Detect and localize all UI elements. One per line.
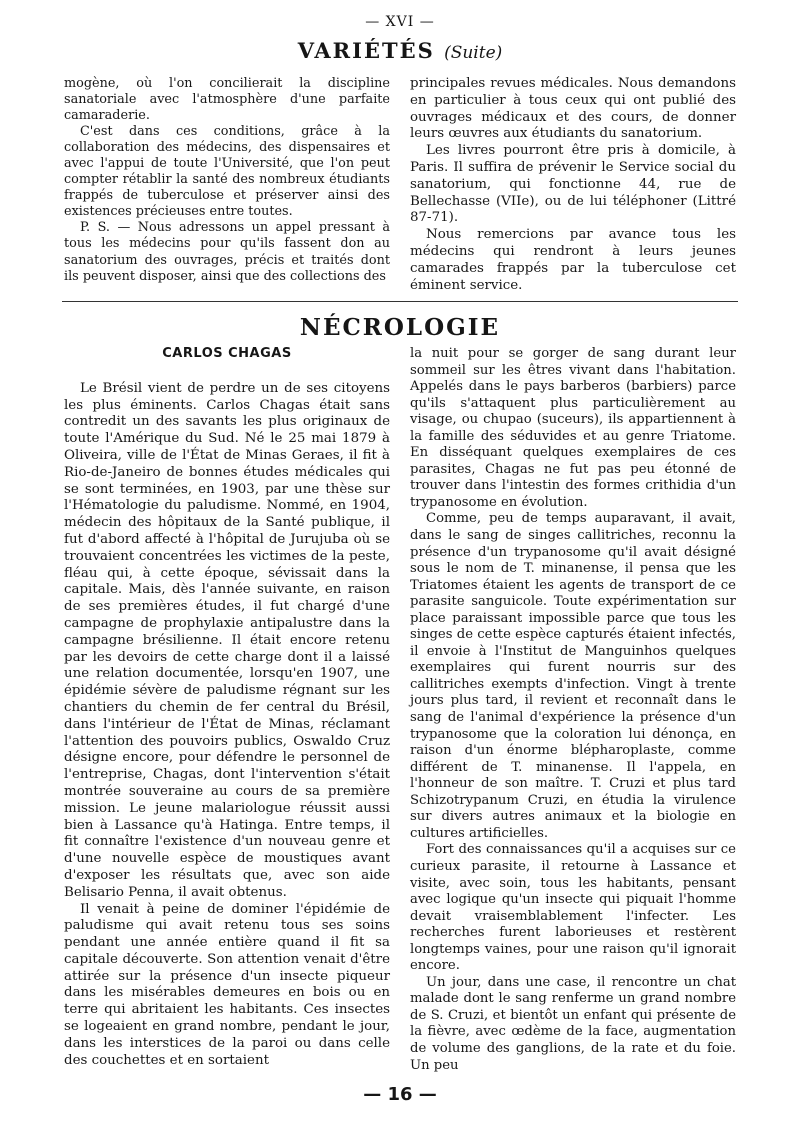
paragraph: Les livres pourront être pris à domicile, à Paris. Il suffira de prévenir le Service social du sanatorium, qui fonctionne 44, rue de Bellechasse (VIIe), ou de lui téléphoner (Littré 87-71).: [410, 143, 736, 226]
varietes-right-column: [410, 76, 736, 294]
section-divider: [62, 301, 738, 302]
section-heading-varietes: [0, 38, 800, 63]
varietes-left-column: [64, 76, 390, 285]
paragraph: mogène, où l'on concilierait la discipline sanatoriale avec l'atmosphère d'une parfaite camaraderie.: [64, 76, 390, 124]
necrologie-left-column: [64, 346, 390, 1069]
paragraph: Le Brésil vient de perdre un de ses citoyens les plus éminents. Carlos Chagas était sans contredit un des savants les plus originaux de toute l'Amérique du Sud. Né le 25 mai 1879 à Oliveira, ville de l'État de Minas Geraes, il fit à Rio-de-Janeiro de bonnes études médicales qui se sont terminées, en 1903, par une thèse sur l'Hématologie du paludisme. Nommé, en 1904, médecin des hôpitaux de la Santé publique, il fut d'abord affecté à l'hôpital de Jurujuba où se trouvaient concentrées les victimes de la peste, fléau qui, à cette époque, sévissait dans la capitale. Mais, dès l'année suivante, en raison de ses premières études, il fut chargé d'une campagne de prophylaxie antipalustre dans la campagne brésilienne. Il était encore retenu par les devoirs de cette charge dont il a laissé une relation documentée, lorsqu'en 1907, une épidémie sévère de paludisme régnant sur les chantiers du chemin de fer central du Brésil, dans l'intérieur de l'État de Minas, réclamant l'attention des pouvoirs publics, Oswaldo Cruz désigne encore, pour défendre le personnel de l'entreprise, Chagas, dont l'intervention s'était montrée souveraine au cours de sa première mission. Le jeune malariologue réussit aussi bien à Lassance qu'à Hatinga. Entre temps, il fit connaître l'existence d'un nouveau genre et d'une nouvelle espèce de moustiques avant d'exposer les résultats que, avec son aide Belisario Penna, il avait obtenus.: [64, 380, 390, 900]
article-title: CARLOS CHAGAS: [162, 346, 292, 361]
necrologie-heading: NÉCROLOGIE: [299, 314, 501, 341]
paragraph: Comme, peu de temps auparavant, il avait, dans le sang de singes callitriches, reconnu la présence d'un trypanosome qu'il avait désigné sous le nom de T. minanense, il pensa que les Triatomes étaient les agents de transport de ce parasite sanguicole. Toute expérimentation sur place paraissant impossible parce que tous les singes de cette espèce capturés étaient infectés, il envoie à l'Institut de Manguinhos quelques exemplaires qui furent nourris sur des callitriches exempts d'infection. Vingt à trente jours plus tard, il revient et reconnaît dans le sang de l'animal d'expérience la présence d'un trypanosome que la coloration lui dénonça, en raison d'un énorme blépharoplaste, comme différent de T. minanense. Il l'appela, en l'honneur de son maître. T. Cruzi et plus tard Schizotrypanum Cruzi, en étudia la virulence sur divers autres animaux et la biologie en cultures artificielles.: [410, 511, 736, 841]
paragraph: Fort des connaissances qu'il a acquises sur ce curieux parasite, il retourne à Lassance et visite, avec soin, tous les habitants, pensant avec logique qu'un insecte qui piquait l'homme devait vraisemblablement l'infecter. Les recherches furent laborieuses et restèrent longtemps vaines, pour une raison qu'il ignorait encore.: [410, 842, 736, 974]
paragraph: Nous remercions par avance tous les médecins qui rendront à leurs jeunes camarades frappés par la tuberculose cet éminent service.: [410, 227, 736, 293]
section-suite: (Suite): [444, 43, 503, 63]
paragraph: Il venait à peine de dominer l'épidémie de paludisme qui avait retenu tous ses soins pendant une année entière quand il fit sa capitale découverte. Son attention venait d'être attirée sur la présence d'un insecte piqueur dans les misérables demeures en bois ou en terre qui abritaient les habitants. Ces insectes se logeaient en grand nombre, pendant le jour, dans les interstices de la paroi ou dans celle des couchettes et en sortaient: [64, 901, 390, 1068]
paragraph: P. S. — Nous adressons un appel pressant à tous les médecins pour qu'ils fassent don au sanatorium des ouvrages, précis et traités dont ils peuvent disposer, ainsi que des collections des: [64, 220, 390, 284]
page-number: — 16 —: [363, 1084, 437, 1105]
necrologie-right-column: [410, 346, 736, 1074]
paragraph: la nuit pour se gorger de sang durant leur sommeil sur les êtres vivant dans l'habitation. Appelés dans le pays barberos (barbiers) parce qu'ils s'attaquent plus particulièrement au visage, ou chupao (suceurs), ils appartiennent à la famille des séduvides et au genre Triatome. En disséquant quelques exemplaires de ces parasites, Chagas ne fut pas peu étonné de trouver dans l'intestin des formes crithidia d'un trypanosome en évolution.: [410, 346, 736, 510]
paragraph: C'est dans ces conditions, grâce à la collaboration des médecins, des dispensaires et avec l'appui de toute l'Université, que l'on peut compter rétablir la santé des nombreux étudiants frappés de tuberculose et préserver ainsi des existences précieuses entre toutes.: [64, 124, 390, 220]
paragraph: Un jour, dans une case, il rencontre un chat malade dont le sang renferme un grand nombre de S. Cruzi, et bientôt un enfant qui présente de la fièvre, avec œdème de la face, augmentation de volume des ganglions, de la rate et du foie. Un peu: [410, 974, 736, 1073]
roman-folio: — XVI —: [365, 14, 435, 30]
paragraph: principales revues médicales. Nous demandons en particulier à tous ceux qui ont publié des ouvrages médicaux et des cours, de donner leurs œuvres aux étudiants du sanatorium.: [410, 76, 736, 142]
section-title: VARIÉTÉS: [297, 38, 435, 63]
